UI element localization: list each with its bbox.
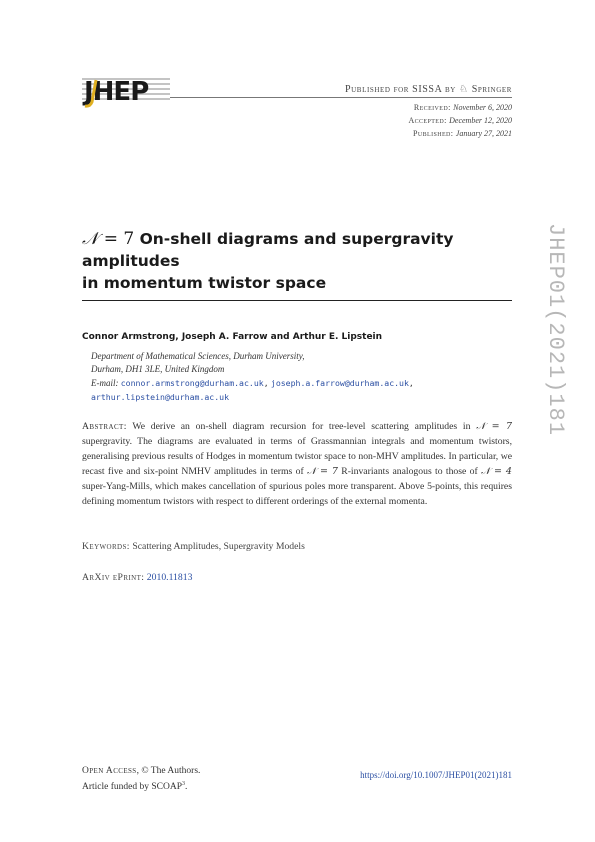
email-link-farrow[interactable]: joseph.a.farrow@durham.ac.uk: [270, 378, 409, 388]
arxiv-link[interactable]: 2010.11813: [146, 572, 193, 583]
received-date: Received: November 6, 2020: [413, 103, 512, 112]
svg-text:JHEP: JHEP: [84, 77, 149, 107]
doi-link[interactable]: https://doi.org/10.1007/JHEP01(2021)181: [360, 770, 512, 780]
abstract: Abstract: We derive an on-shell diagram recursion for tree-level scattering amplitudes in 𝒩 = 7 supergravity. The diagrams are evaluated in terms of Grassmannian integrals and momentum twistors, generalising previous results of Hodges in momentum twistor space to non-MHV amplitudes. In particular, we recast five and six-point NMHV amplitudes in terms of 𝒩 = 7 R-invariants analogous to those of 𝒩 = 4 super-Yang-Mills, which makes cancellation of spurious poles more transparent. Above 5-points, this requires defining momentum twistors with respect to different orderings of the external momenta.: [82, 421, 512, 507]
side-journal-id: JHEP01(2021)181: [543, 223, 568, 437]
title-rule: [82, 300, 512, 301]
email-link-lipstein[interactable]: arthur.lipstein@durham.ac.uk: [91, 392, 230, 402]
email-link-armstrong[interactable]: connor.armstrong@durham.ac.uk: [120, 378, 264, 388]
affiliation-line-2: Durham, DH1 3LE, United Kingdom: [91, 364, 225, 374]
arxiv-eprint: ArXiv ePrint: 2010.11813: [82, 572, 193, 583]
affiliation-line-1: Department of Mathematical Sciences, Durham University,: [91, 351, 305, 361]
published-date: Published: January 27, 2021: [413, 129, 512, 138]
accepted-date: Accepted: December 12, 2020: [408, 116, 512, 125]
journal-logo: [82, 76, 170, 108]
header-rule: [170, 97, 512, 98]
author-list: Connor Armstrong, Joseph A. Farrow and Arthur E. Lipstein: [82, 332, 383, 342]
paper-title: 𝒩 = 7 On-shell diagrams and supergravity amplitudes in momentum twistor space: [82, 229, 454, 292]
email-line: E-mail: connor.armstrong@durham.ac.uk, joseph.a.farrow@durham.ac.uk,: [91, 378, 414, 388]
email-line-2: [91, 392, 229, 402]
published-for-line: Published for SISSA by ♘ Springer: [344, 84, 512, 95]
abstract-label: Abstract:: [82, 421, 127, 432]
footer-open-access: Open Access, © The Authors. Article funded by SCOAP$^3$.: [82, 766, 201, 793]
keywords: Keywords: Scattering Amplitudes, Supergravity Models: [82, 541, 305, 552]
springer-logo-icon: ♘: [459, 84, 469, 95]
